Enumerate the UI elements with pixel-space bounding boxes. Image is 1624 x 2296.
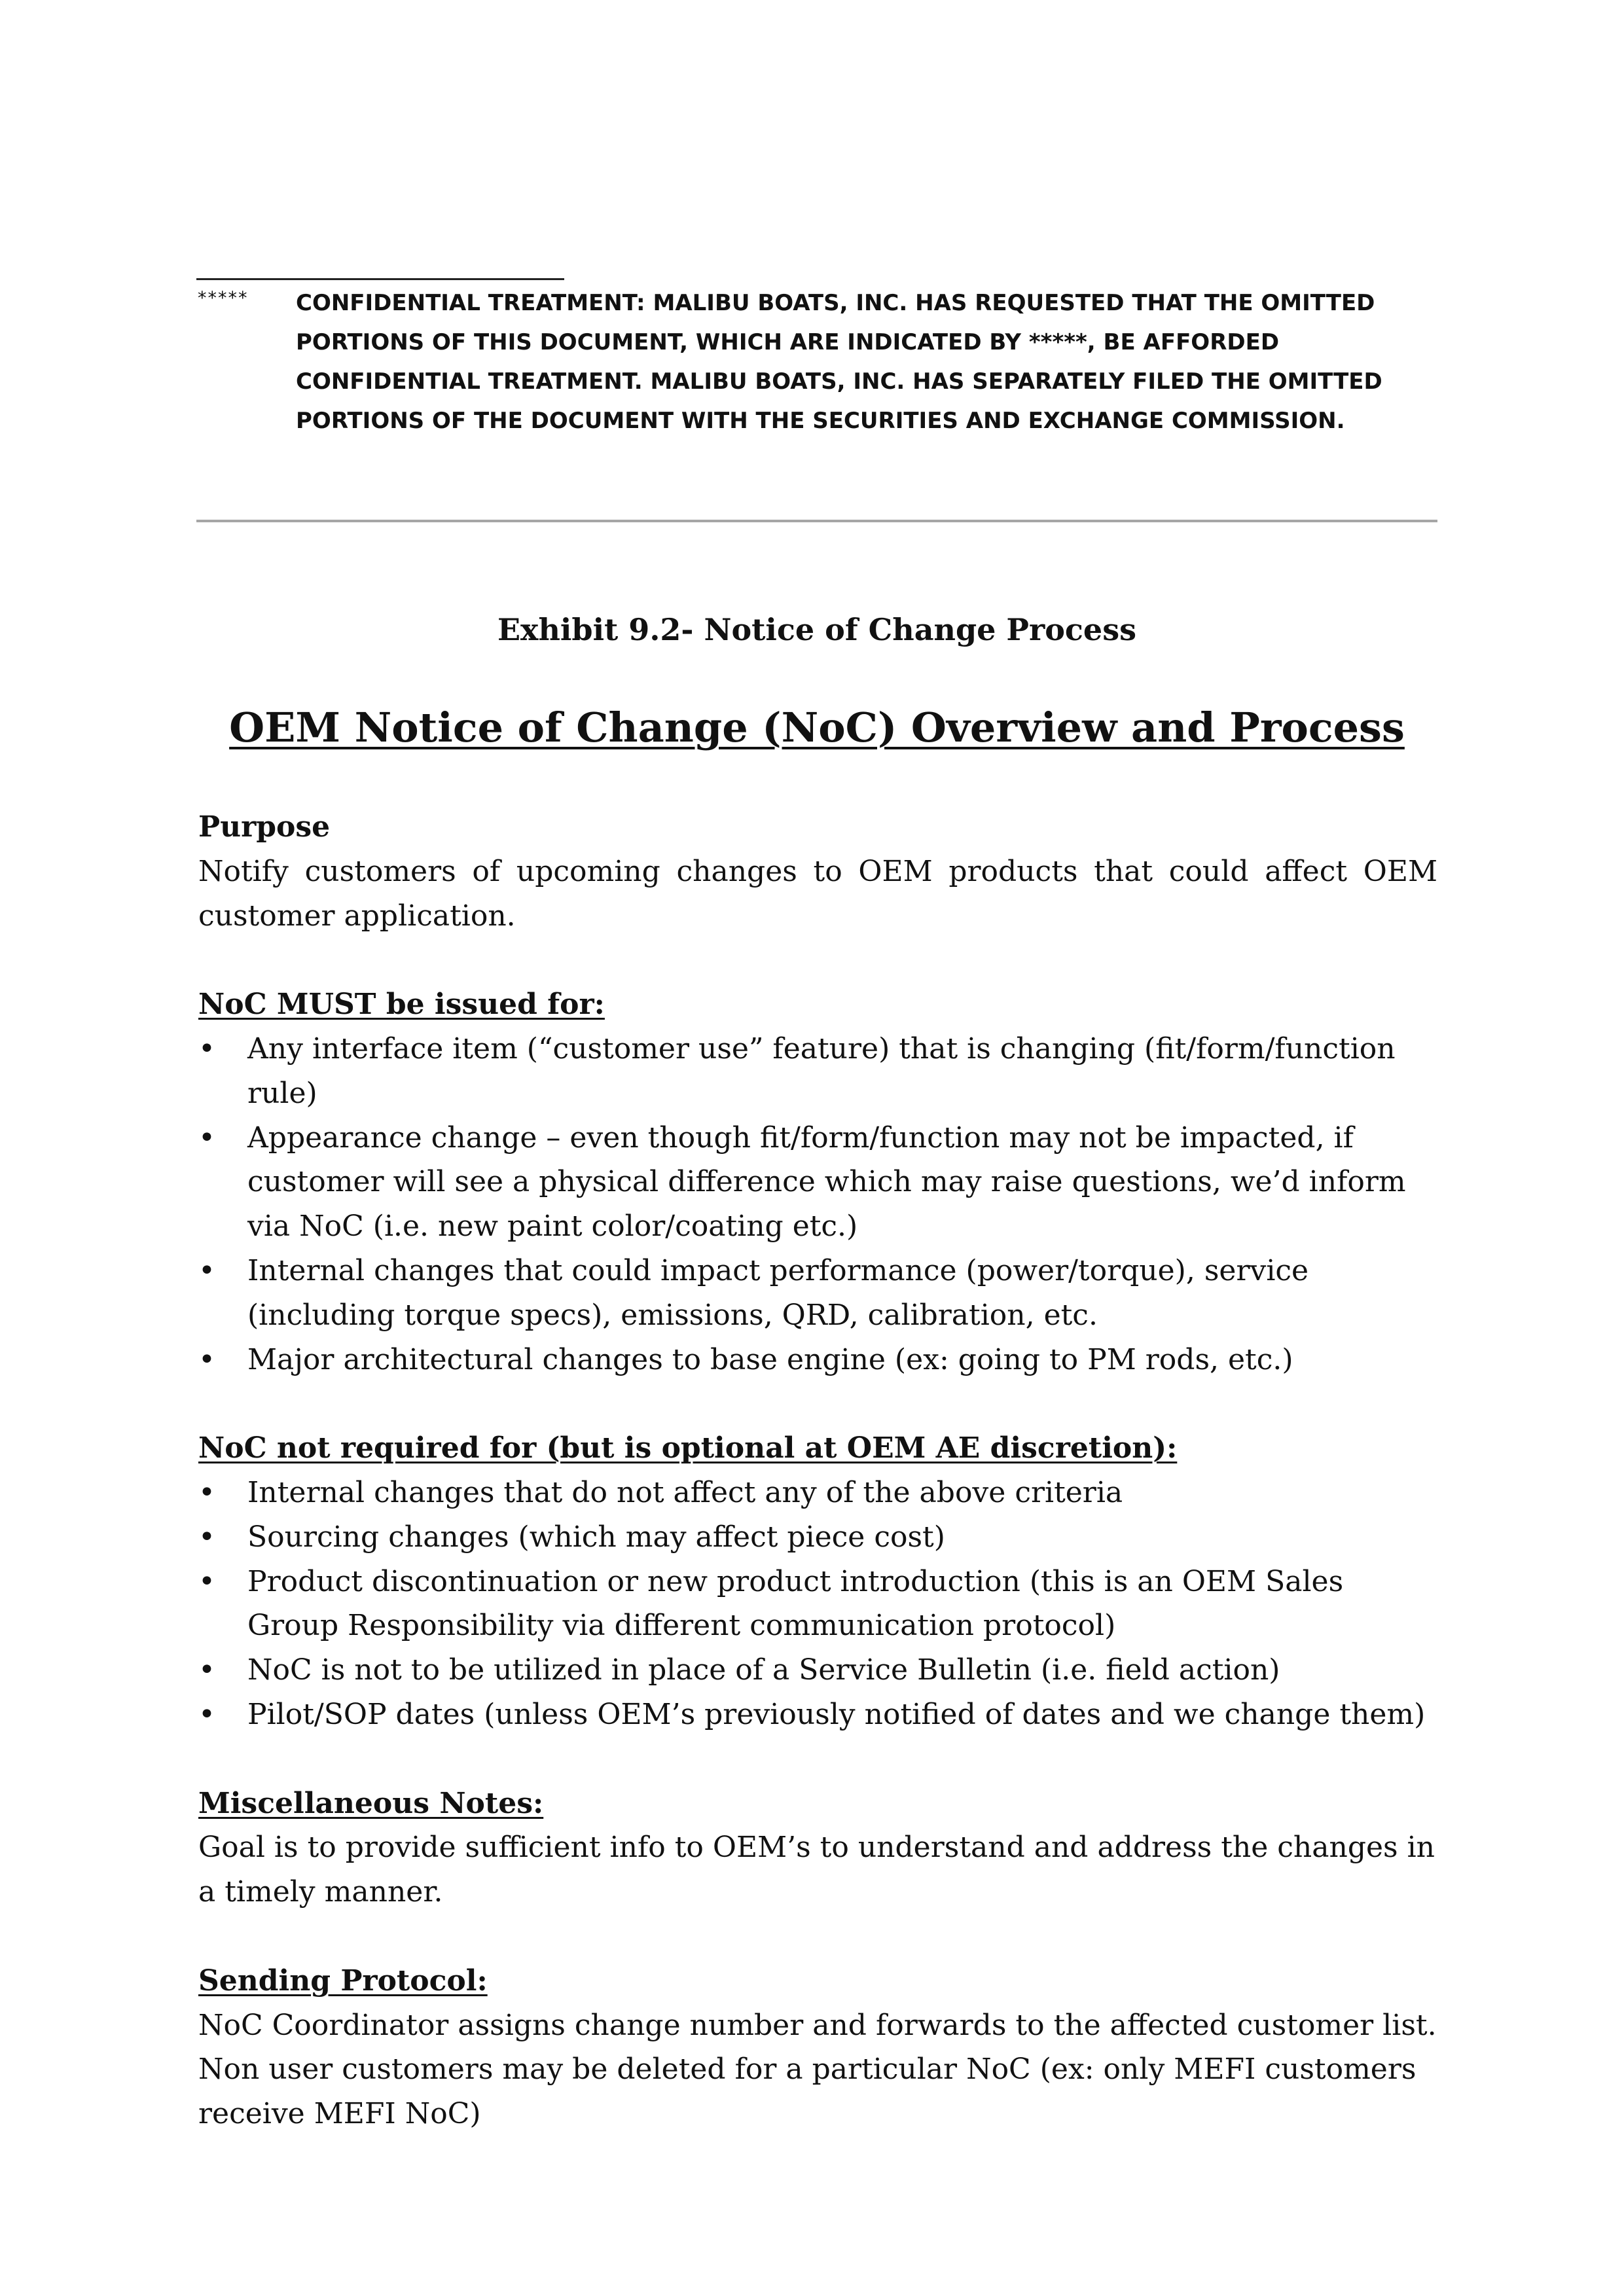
- list-item-text: Internal changes that do not affect any of the above criteria: [247, 1475, 1123, 1509]
- bullet-icon: •: [198, 1520, 215, 1554]
- footnote-rule: [196, 278, 564, 280]
- purpose-heading: Purpose: [198, 810, 331, 844]
- purpose-section: [198, 805, 1437, 938]
- list-item: [198, 1338, 1437, 1382]
- list-item-text: Any interface item (“customer use” feature) that is changing (fit/form/function rule): [247, 1031, 1396, 1110]
- list-item: [198, 1560, 1437, 1649]
- document-body: [198, 805, 1437, 2136]
- bullet-icon: •: [198, 1121, 215, 1155]
- bullet-icon: •: [198, 1031, 215, 1066]
- list-item: [198, 1116, 1437, 1249]
- bullet-icon: •: [198, 1475, 215, 1509]
- list-item: [198, 1515, 1437, 1560]
- bullet-icon: •: [198, 1564, 215, 1598]
- list-item: [198, 1471, 1437, 1515]
- list-item-text: Appearance change – even though fit/form/function may not be impacted, if customer will see a physical difference which may raise questions, we’d inform via NoC (i.e. new paint color/coating etc.): [247, 1121, 1406, 1244]
- must-issue-list: [198, 1027, 1437, 1382]
- list-item-text: Major architectural changes to base engine (ex: going to PM rods, etc.): [247, 1342, 1293, 1376]
- spacer: [198, 1382, 1437, 1426]
- spacer: [198, 1737, 1437, 1782]
- confidential-notice: CONFIDENTIAL TREATMENT: MALIBU BOATS, INC. HAS REQUESTED THAT THE OMITTED PORTIONS OF THIS DOCUMENT, WHICH ARE INDICATED BY *****, BE AFFORDED CONFIDENTIAL TREATMENT. MALIBU BOATS, INC. HAS SEPARATELY FILED THE OMITTED PORTIONS OF THE DOCUMENT WITH THE SECURITIES AND EXCHANGE COMMISSION.: [296, 290, 1382, 434]
- list-item-text: Sourcing changes (which may affect piece cost): [247, 1520, 945, 1554]
- sending-protocol-heading: Sending Protocol:: [198, 1964, 488, 1998]
- not-required-section: [198, 1426, 1437, 1737]
- not-required-list: [198, 1471, 1437, 1737]
- confidential-marker: *****: [198, 288, 249, 308]
- must-issue-heading: NoC MUST be issued for:: [198, 988, 605, 1022]
- main-title: OEM Notice of Change (NoC) Overview and Process: [229, 704, 1405, 751]
- list-item-text: Pilot/SOP dates (unless OEM’s previously notified of dates and we change them): [247, 1697, 1426, 1731]
- list-item: [198, 1249, 1437, 1338]
- purpose-text: Notify customers of upcoming changes to OEM products that could affect OEM customer application.: [198, 854, 1437, 933]
- sending-protocol-section: [198, 1959, 1437, 2136]
- misc-notes-heading: Miscellaneous Notes:: [198, 1786, 544, 1820]
- list-item: [198, 1027, 1437, 1116]
- bullet-icon: •: [198, 1342, 215, 1376]
- bullet-icon: •: [198, 1253, 215, 1287]
- must-issue-section: [198, 982, 1437, 1382]
- list-item: [198, 1648, 1437, 1693]
- bullet-icon: •: [198, 1697, 215, 1731]
- misc-notes-text: Goal is to provide sufficient info to OEM’s to understand and address the changes in a timely manner.: [198, 1831, 1435, 1909]
- spacer: [198, 1914, 1437, 1959]
- spacer: [198, 938, 1437, 982]
- exhibit-title: Exhibit 9.2- Notice of Change Process: [497, 612, 1136, 647]
- list-item-text: NoC is not to be utilized in place of a Service Bulletin (i.e. field action): [247, 1653, 1280, 1687]
- sending-protocol-text: NoC Coordinator assigns change number and forwards to the affected customer list. Non user customers may be deleted for a particular NoC (ex: only MEFI customers receive MEFI NoC): [198, 2008, 1437, 2131]
- misc-notes-section: [198, 1782, 1437, 1914]
- list-item-text: Internal changes that could impact performance (power/torque), service (including torque specs), emissions, QRD, calibration, etc.: [247, 1253, 1309, 1332]
- bullet-icon: •: [198, 1653, 215, 1687]
- separator-line: [196, 520, 1437, 522]
- list-item: [198, 1693, 1437, 1737]
- not-required-heading: NoC not required for (but is optional at OEM AE discretion):: [198, 1431, 1178, 1465]
- list-item-text: Product discontinuation or new product introduction (this is an OEM Sales Group Responsibility via different communication protocol): [247, 1564, 1344, 1643]
